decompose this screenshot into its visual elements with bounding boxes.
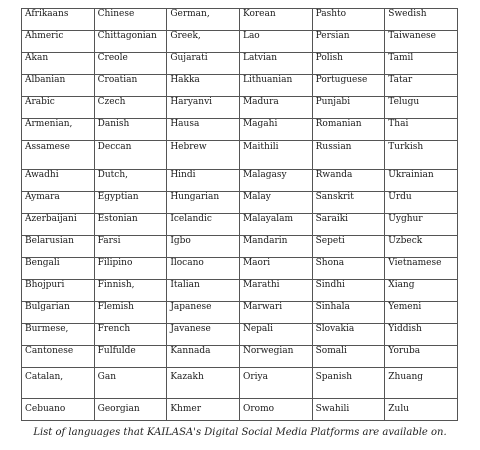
language-cell: Arabic <box>22 97 95 119</box>
table-row <box>22 258 458 280</box>
language-cell: Punjabi <box>312 97 385 119</box>
table-row <box>22 214 458 236</box>
language-cell: Spanish <box>312 368 385 399</box>
language-cell: Somali <box>312 346 385 368</box>
language-cell: Icelandic <box>167 214 240 236</box>
language-cell: Telugu <box>385 97 458 119</box>
language-cell: French <box>94 324 167 346</box>
language-cell: Yemeni <box>385 302 458 324</box>
language-cell: Sinhala <box>312 302 385 324</box>
table-row <box>22 31 458 53</box>
language-cell: Assamese <box>22 141 95 170</box>
language-cell: Kazakh <box>167 368 240 399</box>
language-cell: Uzbeck <box>385 236 458 258</box>
language-cell: Saraiki <box>312 214 385 236</box>
language-cell: Lithuanian <box>239 75 312 97</box>
language-cell: Yiddish <box>385 324 458 346</box>
language-cell: Hakka <box>167 75 240 97</box>
table-row <box>22 324 458 346</box>
language-cell: Afrikaans <box>22 9 95 31</box>
language-cell: Sanskrit <box>312 192 385 214</box>
language-cell: Croatian <box>94 75 167 97</box>
language-cell: Persian <box>312 31 385 53</box>
table-row <box>22 9 458 31</box>
language-cell: Italian <box>167 280 240 302</box>
language-cell: Madura <box>239 97 312 119</box>
language-cell: Marwari <box>239 302 312 324</box>
language-cell: Cebuano <box>22 399 95 421</box>
language-cell: Farsi <box>94 236 167 258</box>
language-cell: Deccan <box>94 141 167 170</box>
language-cell: Zhuang <box>385 368 458 399</box>
language-cell: Polish <box>312 53 385 75</box>
language-cell: Sepeti <box>312 236 385 258</box>
language-cell: Russian <box>312 141 385 170</box>
table-row <box>22 302 458 324</box>
language-cell: Hebrew <box>167 141 240 170</box>
language-cell: Uyghur <box>385 214 458 236</box>
language-cell: Yoruba <box>385 346 458 368</box>
language-cell: Fulfulde <box>94 346 167 368</box>
language-cell: Malagasy <box>239 170 312 192</box>
language-cell: Vietnamese <box>385 258 458 280</box>
table-row <box>22 53 458 75</box>
language-cell: Romanian <box>312 119 385 141</box>
language-cell: Japanese <box>167 302 240 324</box>
table-row <box>22 399 458 421</box>
language-cell: Armenian, <box>22 119 95 141</box>
language-cell: Burmese, <box>22 324 95 346</box>
language-cell: Igbo <box>167 236 240 258</box>
language-cell: Nepali <box>239 324 312 346</box>
language-cell: Hindi <box>167 170 240 192</box>
language-cell: Slovakia <box>312 324 385 346</box>
language-cell: Azerbaijani <box>22 214 95 236</box>
table-row <box>22 119 458 141</box>
language-cell: Portuguese <box>312 75 385 97</box>
language-cell: Haryanvi <box>167 97 240 119</box>
language-cell: Xiang <box>385 280 458 302</box>
language-cell: Catalan, <box>22 368 95 399</box>
language-cell: Czech <box>94 97 167 119</box>
language-cell: Gan <box>94 368 167 399</box>
language-cell: German, <box>167 9 240 31</box>
language-cell: Ilocano <box>167 258 240 280</box>
language-cell: Pashto <box>312 9 385 31</box>
language-cell: Taiwanese <box>385 31 458 53</box>
language-cell: Egyptian <box>94 192 167 214</box>
table-row <box>22 346 458 368</box>
language-cell: Korean <box>239 9 312 31</box>
language-cell: Urdu <box>385 192 458 214</box>
language-cell: Hungarian <box>167 192 240 214</box>
language-cell: Albanian <box>22 75 95 97</box>
languages-table <box>21 8 458 421</box>
language-cell: Zulu <box>385 399 458 421</box>
table-row <box>22 236 458 258</box>
language-cell: Latvian <box>239 53 312 75</box>
language-cell: Akan <box>22 53 95 75</box>
language-cell: Finnish, <box>94 280 167 302</box>
language-cell: Ukrainian <box>385 170 458 192</box>
table-row <box>22 368 458 399</box>
language-cell: Tatar <box>385 75 458 97</box>
table-row <box>22 170 458 192</box>
language-cell: Marathi <box>239 280 312 302</box>
table-row <box>22 141 458 170</box>
language-cell: Oromo <box>239 399 312 421</box>
language-cell: Turkish <box>385 141 458 170</box>
language-cell: Dutch, <box>94 170 167 192</box>
language-cell: Hausa <box>167 119 240 141</box>
language-cell: Malay <box>239 192 312 214</box>
language-cell: Bulgarian <box>22 302 95 324</box>
table-row <box>22 97 458 119</box>
language-cell: Georgian <box>94 399 167 421</box>
language-cell: Thai <box>385 119 458 141</box>
table-row <box>22 280 458 302</box>
language-cell: Rwanda <box>312 170 385 192</box>
language-cell: Estonian <box>94 214 167 236</box>
language-cell: Bhojpuri <box>22 280 95 302</box>
language-cell: Chinese <box>94 9 167 31</box>
language-cell: Mandarin <box>239 236 312 258</box>
language-cell: Shona <box>312 258 385 280</box>
language-cell: Magahi <box>239 119 312 141</box>
table-row <box>22 75 458 97</box>
language-cell: Lao <box>239 31 312 53</box>
language-cell: Ahmeric <box>22 31 95 53</box>
language-cell: Belarusian <box>22 236 95 258</box>
language-cell: Tamil <box>385 53 458 75</box>
language-cell: Sindhi <box>312 280 385 302</box>
language-cell: Aymara <box>22 192 95 214</box>
language-cell: Filipino <box>94 258 167 280</box>
language-cell: Creole <box>94 53 167 75</box>
language-cell: Malayalam <box>239 214 312 236</box>
language-cell: Gujarati <box>167 53 240 75</box>
language-cell: Javanese <box>167 324 240 346</box>
language-cell: Maithili <box>239 141 312 170</box>
language-cell: Oriya <box>239 368 312 399</box>
language-cell: Greek, <box>167 31 240 53</box>
language-cell: Swahili <box>312 399 385 421</box>
language-cell: Bengali <box>22 258 95 280</box>
language-cell: Danish <box>94 119 167 141</box>
language-cell: Khmer <box>167 399 240 421</box>
language-cell: Norwegian <box>239 346 312 368</box>
language-cell: Awadhi <box>22 170 95 192</box>
language-cell: Flemish <box>94 302 167 324</box>
language-cell: Chittagonian <box>94 31 167 53</box>
languages-table-body <box>22 9 458 421</box>
table-row <box>22 192 458 214</box>
language-cell: Cantonese <box>22 346 95 368</box>
language-cell: Swedish <box>385 9 458 31</box>
language-cell: Kannada <box>167 346 240 368</box>
table-caption: List of languages that KAILASA's Digital Social Media Platforms are available on. <box>33 427 447 438</box>
language-cell: Maori <box>239 258 312 280</box>
